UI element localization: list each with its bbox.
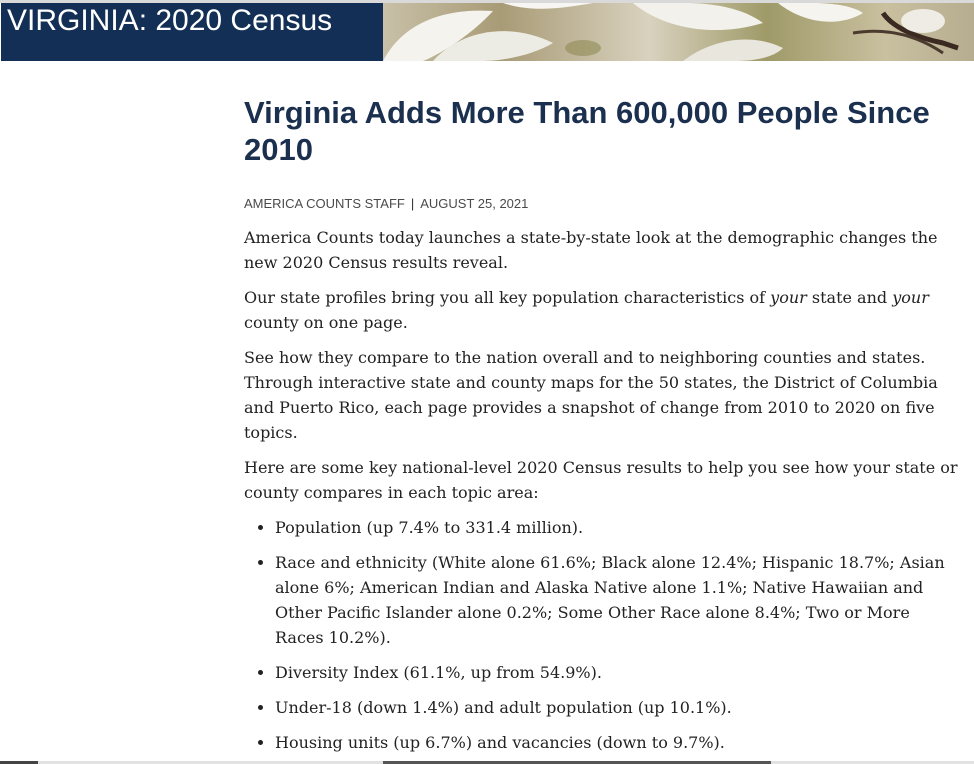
- byline-separator: |: [410, 196, 415, 211]
- key-results-list: [244, 515, 960, 755]
- banner-image-dogwood: [383, 3, 974, 61]
- paragraph-compare: See how they compare to the nation overall and to neighboring counties and states. Through interactive state and county maps for the 50 states, the District of Columbia and Puerto Rico, each page provides a snapshot of change from 2010 to 2020 on five topics.: [244, 348, 938, 442]
- dogwood-flower-image: [383, 3, 974, 61]
- paragraph-profiles-part2: state and: [806, 288, 893, 307]
- article: [244, 94, 960, 764]
- paragraph-profiles-part1: Our state profiles bring you all key population characteristics of: [244, 288, 771, 307]
- byline-date: AUGUST 25, 2021: [420, 196, 529, 211]
- emphasis-your-1: your: [770, 288, 807, 307]
- paragraph-profiles: [244, 285, 960, 335]
- paragraph-profiles-part3: county on one page.: [244, 313, 408, 332]
- byline-author[interactable]: AMERICA COUNTS STAFF: [244, 196, 405, 211]
- list-item-population: • Population (up 7.4% to 331.4 million).: [275, 515, 960, 540]
- banner-title: VIRGINIA: 2020 Census: [7, 4, 333, 37]
- banner-title-box: [1, 3, 383, 61]
- article-headline: Virginia Adds More Than 600,000 People Since 2010: [244, 95, 930, 167]
- list-item-housing: • Housing units (up 6.7%) and vacancies (down to 9.7%).: [275, 730, 960, 755]
- byline: [244, 196, 960, 212]
- list-item-age: • Under-18 (down 1.4%) and adult population (up 10.1%).: [275, 695, 960, 720]
- page-banner: [0, 3, 974, 61]
- paragraph-intro: America Counts today launches a state-by-state look at the demographic changes the new 2020 Census results reveal.: [244, 228, 938, 272]
- list-item-race-ethnicity: • Race and ethnicity (White alone 61.6%; Black alone 12.4%; Hispanic 18.7%; Asian alone 6%; American Indian and Alaska Native alone 1.1%; Native Hawaiian and Other Pacific Islander alone 0.2%; Some Other Race alone 8.4%; Two or More Races 10.2%).: [275, 550, 960, 650]
- paragraph-key-results: Here are some key national-level 2020 Census results to help you see how your state or county compares in each topic area:: [244, 458, 958, 502]
- emphasis-your-2: your: [892, 288, 929, 307]
- article-body: [244, 225, 960, 755]
- list-item-diversity-index: • Diversity Index (61.1%, up from 54.9%).: [275, 660, 960, 685]
